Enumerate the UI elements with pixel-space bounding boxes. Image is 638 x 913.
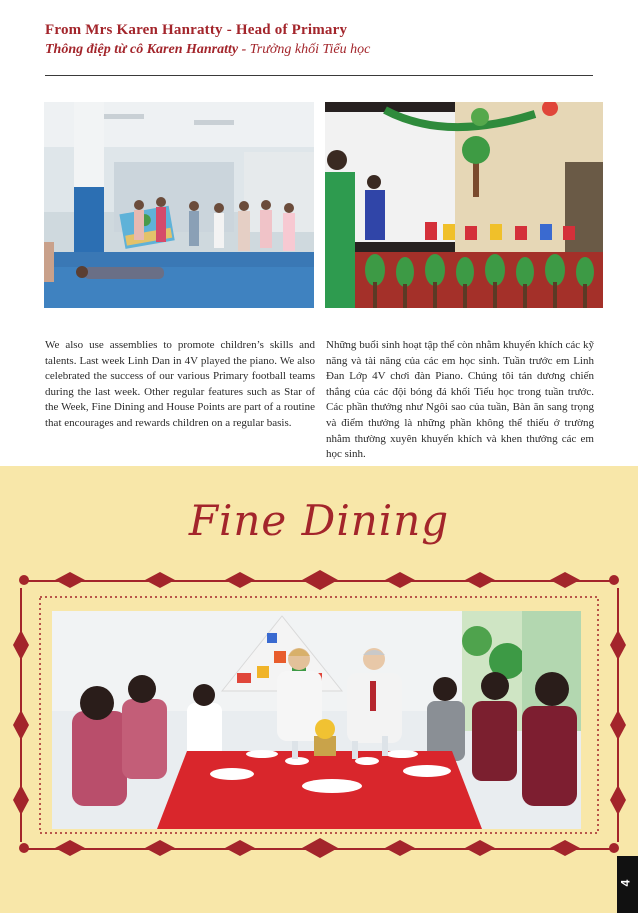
page-number: 4 [618, 879, 633, 887]
page-header [45, 20, 605, 60]
fine-dining-photo [52, 611, 581, 829]
header-divider [45, 75, 593, 76]
header-title-en: From Mrs Karen Hanratty - Head of Primary [45, 22, 348, 38]
header-title-vi-main: Thông điệp từ cô Karen Hanratty - [45, 42, 250, 57]
fine-dining-title: Fine Dining [188, 496, 450, 545]
header-title-vi-sub: Trưởng khối Tiểu học [249, 42, 371, 57]
header-title-vi [45, 40, 605, 60]
page-number-tab [617, 856, 638, 913]
assembly-photo-stage [325, 102, 603, 308]
assembly-photo-classroom [44, 102, 314, 308]
paragraph-vietnamese: Những buổi sinh hoạt tập thể còn nhằm khuyến khích các kỹ năng và tài năng của các em học sinh. Tuần trước em Linh Đan Lớp 4V chơi đàn Piano. Chúng tôi tán dương chiến thắng của các đội bóng đá khối Tiểu học trong tuần trước. Các phần thưởng như Ngôi sao của tuần, Bàn ăn sang trọng và điểm thưởng là những phần không thể thiếu ở trường nhằm thường xuyên khuyến khích và khen thưởng các em học sinh. [326, 339, 594, 461]
paragraph-english: We also use assemblies to promote children’s skills and talents. Last week Linh Dan in 4V played the piano. We also celebrated the success of our various Primary football teams during the last week. Other regular features such as Star of the Week, Fine Dining and House Points are part of a routine that encourages and rewards children on a regular basis. [45, 339, 315, 429]
